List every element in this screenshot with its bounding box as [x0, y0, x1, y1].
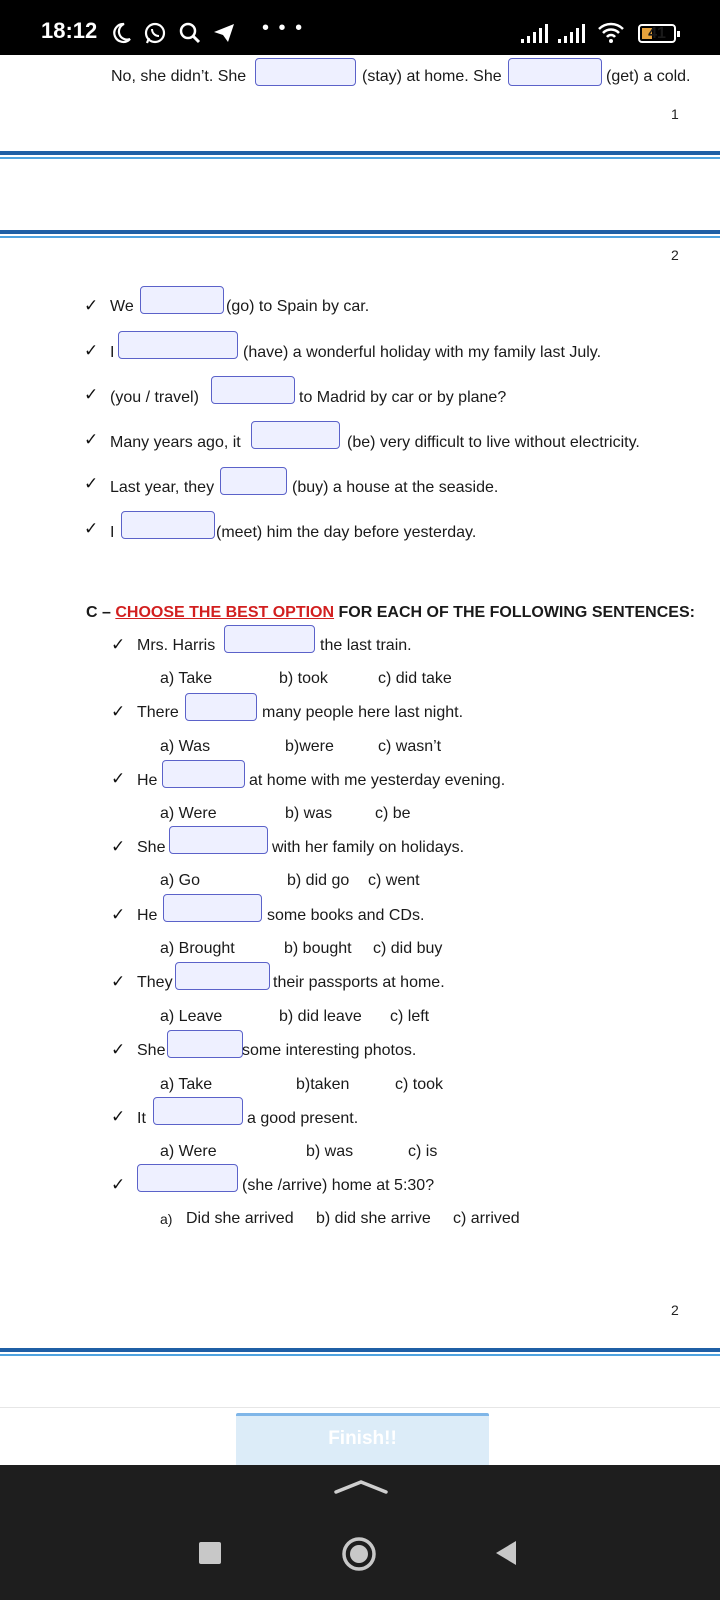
telegram-icon	[212, 22, 236, 44]
sentence-after: at home with me yesterday evening.	[249, 772, 506, 789]
page-number-3: 2	[671, 1302, 679, 1318]
option-a[interactable]: a) Was	[160, 738, 211, 755]
sentence-after: their passports at home.	[273, 974, 445, 991]
answer-field[interactable]	[251, 421, 340, 449]
sentence-after: (have) a wonderful holiday with my family last July.	[243, 344, 602, 361]
checkmark-icon: ✓	[111, 769, 126, 788]
answer-field[interactable]	[121, 511, 215, 539]
answer-field[interactable]	[169, 826, 268, 854]
option-c[interactable]: c) left	[390, 1008, 430, 1025]
page-number-2: 2	[671, 247, 679, 263]
sentence-after: (be) very difficult to live without electricity.	[347, 434, 640, 451]
recent-apps-icon[interactable]	[198, 1541, 222, 1565]
checkmark-icon: ✓	[111, 837, 126, 856]
answer-field[interactable]	[211, 376, 295, 404]
signal-icon-2	[558, 24, 588, 44]
option-c[interactable]: c) wasn’t	[378, 738, 442, 755]
battery-indicator: 41	[638, 24, 676, 43]
sentence-after: to Madrid by car or by plane?	[299, 389, 507, 406]
sentence-before: He	[137, 772, 158, 789]
page-divider	[0, 1348, 720, 1356]
option-c[interactable]: c) went	[368, 872, 420, 889]
checkmark-icon: ✓	[84, 430, 99, 449]
option-c[interactable]: c) arrived	[453, 1210, 520, 1227]
search-icon	[178, 21, 202, 45]
sentence-before: Last year, they	[110, 479, 215, 496]
chevron-up-icon[interactable]	[334, 1479, 388, 1495]
option-a[interactable]: a) Were	[160, 805, 217, 822]
answer-field[interactable]	[153, 1097, 243, 1125]
answer-field-stay[interactable]	[255, 58, 356, 86]
whatsapp-icon	[143, 21, 167, 45]
option-a-label: a)	[160, 1211, 173, 1227]
option-b[interactable]: b)were	[285, 738, 334, 755]
checkmark-icon: ✓	[84, 296, 99, 315]
sentence-after: some interesting photos.	[242, 1042, 417, 1059]
sentence-before: (you / travel)	[110, 389, 199, 406]
checkmark-icon: ✓	[84, 519, 99, 538]
status-bar	[0, 0, 720, 55]
top-line-suffix: (get) a cold.	[606, 68, 691, 85]
option-b[interactable]: b) did she arrive	[316, 1210, 431, 1227]
option-b[interactable]: b)taken	[296, 1076, 350, 1093]
sentence-after: (she /arrive) home at 5:30?	[242, 1177, 435, 1194]
sentence-before: It	[137, 1110, 146, 1127]
status-time: 18:12	[41, 18, 98, 43]
answer-field[interactable]	[163, 894, 262, 922]
option-a[interactable]: a) Take	[160, 1076, 213, 1093]
checkmark-icon: ✓	[111, 1107, 126, 1126]
sentence-before: We	[110, 298, 134, 315]
sentence-after: a good present.	[247, 1110, 359, 1127]
answer-field-get[interactable]	[508, 58, 602, 86]
sentence-after: (meet) him the day before yesterday.	[216, 524, 477, 541]
sentence-before: Mrs. Harris	[137, 637, 216, 654]
answer-field[interactable]	[162, 760, 245, 788]
sentence-after: (go) to Spain by car.	[226, 298, 370, 315]
sentence-before: I	[110, 344, 115, 361]
checkmark-icon: ✓	[111, 905, 126, 924]
moon-icon	[110, 22, 132, 44]
sentence-after: (buy) a house at the seaside.	[292, 479, 499, 496]
option-c[interactable]: c) did buy	[373, 940, 443, 957]
sentence-before: He	[137, 907, 158, 924]
sentence-before: There	[137, 704, 179, 721]
more-notifications: • • •	[262, 17, 305, 39]
option-a[interactable]: a) Were	[160, 1143, 217, 1160]
option-a[interactable]: a) Go	[160, 872, 201, 889]
wifi-icon	[597, 22, 625, 44]
checkmark-icon: ✓	[84, 341, 99, 360]
page-divider	[0, 151, 720, 159]
answer-field[interactable]	[118, 331, 238, 359]
answer-field[interactable]	[140, 286, 224, 314]
checkmark-icon: ✓	[111, 1175, 126, 1194]
option-c[interactable]: c) be	[375, 805, 411, 822]
option-b[interactable]: b) was	[285, 805, 333, 822]
option-b[interactable]: b) bought	[284, 940, 352, 957]
sentence-before: She	[137, 1042, 166, 1059]
sentence-after: many people here last night.	[262, 704, 464, 721]
checkmark-icon: ✓	[111, 702, 126, 721]
answer-field[interactable]	[137, 1164, 238, 1192]
answer-field[interactable]	[220, 467, 287, 495]
answer-field[interactable]	[175, 962, 270, 990]
section-c-heading: C – CHOOSE THE BEST OPTION FOR EACH OF THE FOLLOWING SENTENCES:	[86, 604, 695, 621]
sentence-after: some books and CDs.	[267, 907, 425, 924]
finish-button[interactable]: Finish!!	[236, 1413, 489, 1466]
back-icon[interactable]	[494, 1540, 518, 1566]
sentence-before: I	[110, 524, 115, 541]
option-b[interactable]: b) was	[306, 1143, 354, 1160]
answer-field[interactable]	[185, 693, 257, 721]
answer-field[interactable]	[167, 1030, 243, 1058]
checkmark-icon: ✓	[84, 385, 99, 404]
sentence-before: They	[137, 974, 173, 991]
page-divider	[0, 230, 720, 238]
navigation-bar	[0, 1465, 720, 1600]
top-line-middle: (stay) at home. She	[362, 68, 502, 85]
answer-field[interactable]	[224, 625, 315, 653]
page-number-1: 1	[671, 106, 679, 122]
option-b[interactable]: b) did leave	[279, 1008, 362, 1025]
finish-bar	[0, 1407, 720, 1466]
option-b[interactable]: b) did go	[287, 872, 350, 889]
signal-icon	[521, 24, 551, 44]
option-a[interactable]: a) Take	[160, 670, 213, 687]
option-a[interactable]: Did she arrived	[186, 1210, 294, 1227]
checkmark-icon: ✓	[111, 1040, 126, 1059]
option-c[interactable]: c) took	[395, 1076, 444, 1093]
option-c[interactable]: c) did take	[378, 670, 452, 687]
sentence-after: the last train.	[320, 637, 412, 654]
option-c[interactable]: c) is	[408, 1143, 438, 1160]
sentence-before: Many years ago, it	[110, 434, 241, 451]
top-line-prefix: No, she didn’t. She	[111, 68, 247, 85]
option-a[interactable]: a) Brought	[160, 940, 235, 957]
sentence-before: She	[137, 839, 166, 856]
option-a[interactable]: a) Leave	[160, 1008, 223, 1025]
checkmark-icon: ✓	[111, 635, 126, 654]
checkmark-icon: ✓	[111, 972, 126, 991]
option-b[interactable]: b) took	[279, 670, 328, 687]
home-icon[interactable]	[341, 1536, 377, 1572]
sentence-after: with her family on holidays.	[272, 839, 465, 856]
checkmark-icon: ✓	[84, 474, 99, 493]
